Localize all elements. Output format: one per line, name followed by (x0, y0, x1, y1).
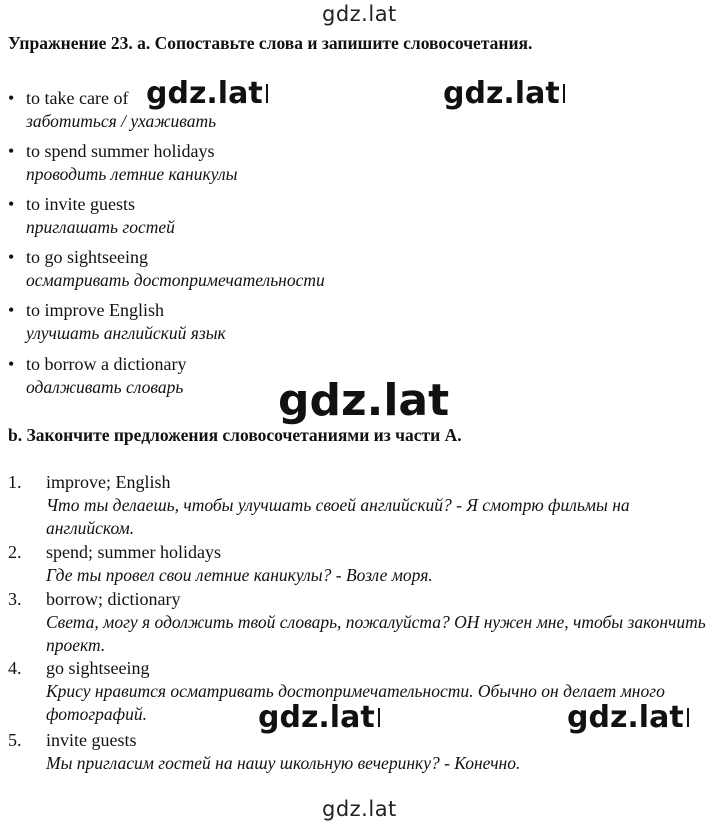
sentence-item (8, 729, 712, 775)
bullet-icon: • (8, 354, 15, 374)
watermark-logo: gdz.lat (278, 375, 450, 426)
sentence-words: improve; English (46, 472, 171, 492)
bullet-icon: • (8, 300, 15, 320)
watermark-logo: gdz.lat (258, 700, 380, 735)
vocab-russian: заботиться / ухаживать (26, 111, 217, 131)
sentence-russian: Крису нравится осматривать достопримечательности. Обычно он делает много фотографий. (46, 681, 665, 724)
vocab-english: to invite guests (26, 194, 135, 214)
sentence-item (8, 588, 712, 657)
sentence-russian: Мы пригласим гостей на нашу школьную вечеринку? - Конечно. (46, 753, 521, 773)
vocab-russian: улучшать английский язык (26, 323, 226, 343)
vocab-item (8, 192, 528, 239)
vocab-item (8, 352, 528, 399)
vocab-english: to improve English (26, 300, 164, 320)
watermark-logo: gdz.lat (567, 700, 689, 735)
vocab-item (8, 298, 528, 345)
exercise-title: Упражнение 23. а. Сопоставьте слова и запишите словосочетания. (8, 33, 533, 53)
vocab-english: to spend summer holidays (26, 141, 215, 161)
sentence-russian: Где ты провел свои летние каникулы? - Возле моря. (46, 565, 433, 585)
bullet-icon: • (8, 88, 15, 108)
watermark-top: gdz.lat (322, 2, 397, 26)
vocab-russian: приглашать гостей (26, 217, 175, 237)
watermark-bottom: gdz.lat (322, 797, 397, 821)
bullet-icon: • (8, 141, 15, 161)
sentence-item (8, 541, 712, 587)
vocab-russian: осматривать достопримечательности (26, 270, 325, 290)
bullet-icon: • (8, 194, 15, 214)
sentence-number: 1. (8, 472, 22, 492)
sentence-words: spend; summer holidays (46, 542, 221, 562)
sentence-number: 5. (8, 730, 22, 750)
sentence-number: 4. (8, 658, 22, 678)
vocab-item (8, 139, 528, 186)
watermark-logo: gdz.lat (443, 76, 565, 111)
vocab-russian: одалживать словарь (26, 377, 184, 397)
bullet-icon: • (8, 247, 15, 267)
vocab-english: to take care of (26, 88, 129, 108)
sentence-words: borrow; dictionary (46, 589, 181, 609)
sentence-number: 3. (8, 589, 22, 609)
sentence-number: 2. (8, 542, 22, 562)
vocab-english: to go sightseeing (26, 247, 148, 267)
sentence-russian: Света, могу я одолжить твой словарь, пожалуйста? ОН нужен мне, чтобы закончить проект. (46, 612, 706, 655)
vocab-item (8, 245, 528, 292)
sentence-item (8, 471, 712, 540)
sentence-words: invite guests (46, 730, 137, 750)
part-b-title: b. Закончите предложения словосочетаниями из части А. (8, 425, 462, 445)
vocab-russian: проводить летние каникулы (26, 164, 238, 184)
watermark-logo: gdz.lat (146, 76, 268, 111)
sentence-words: go sightseeing (46, 658, 150, 678)
sentence-russian: Что ты делаешь, чтобы улучшать своей английский? - Я смотрю фильмы на английском. (46, 495, 630, 538)
vocab-english: to borrow a dictionary (26, 354, 187, 374)
